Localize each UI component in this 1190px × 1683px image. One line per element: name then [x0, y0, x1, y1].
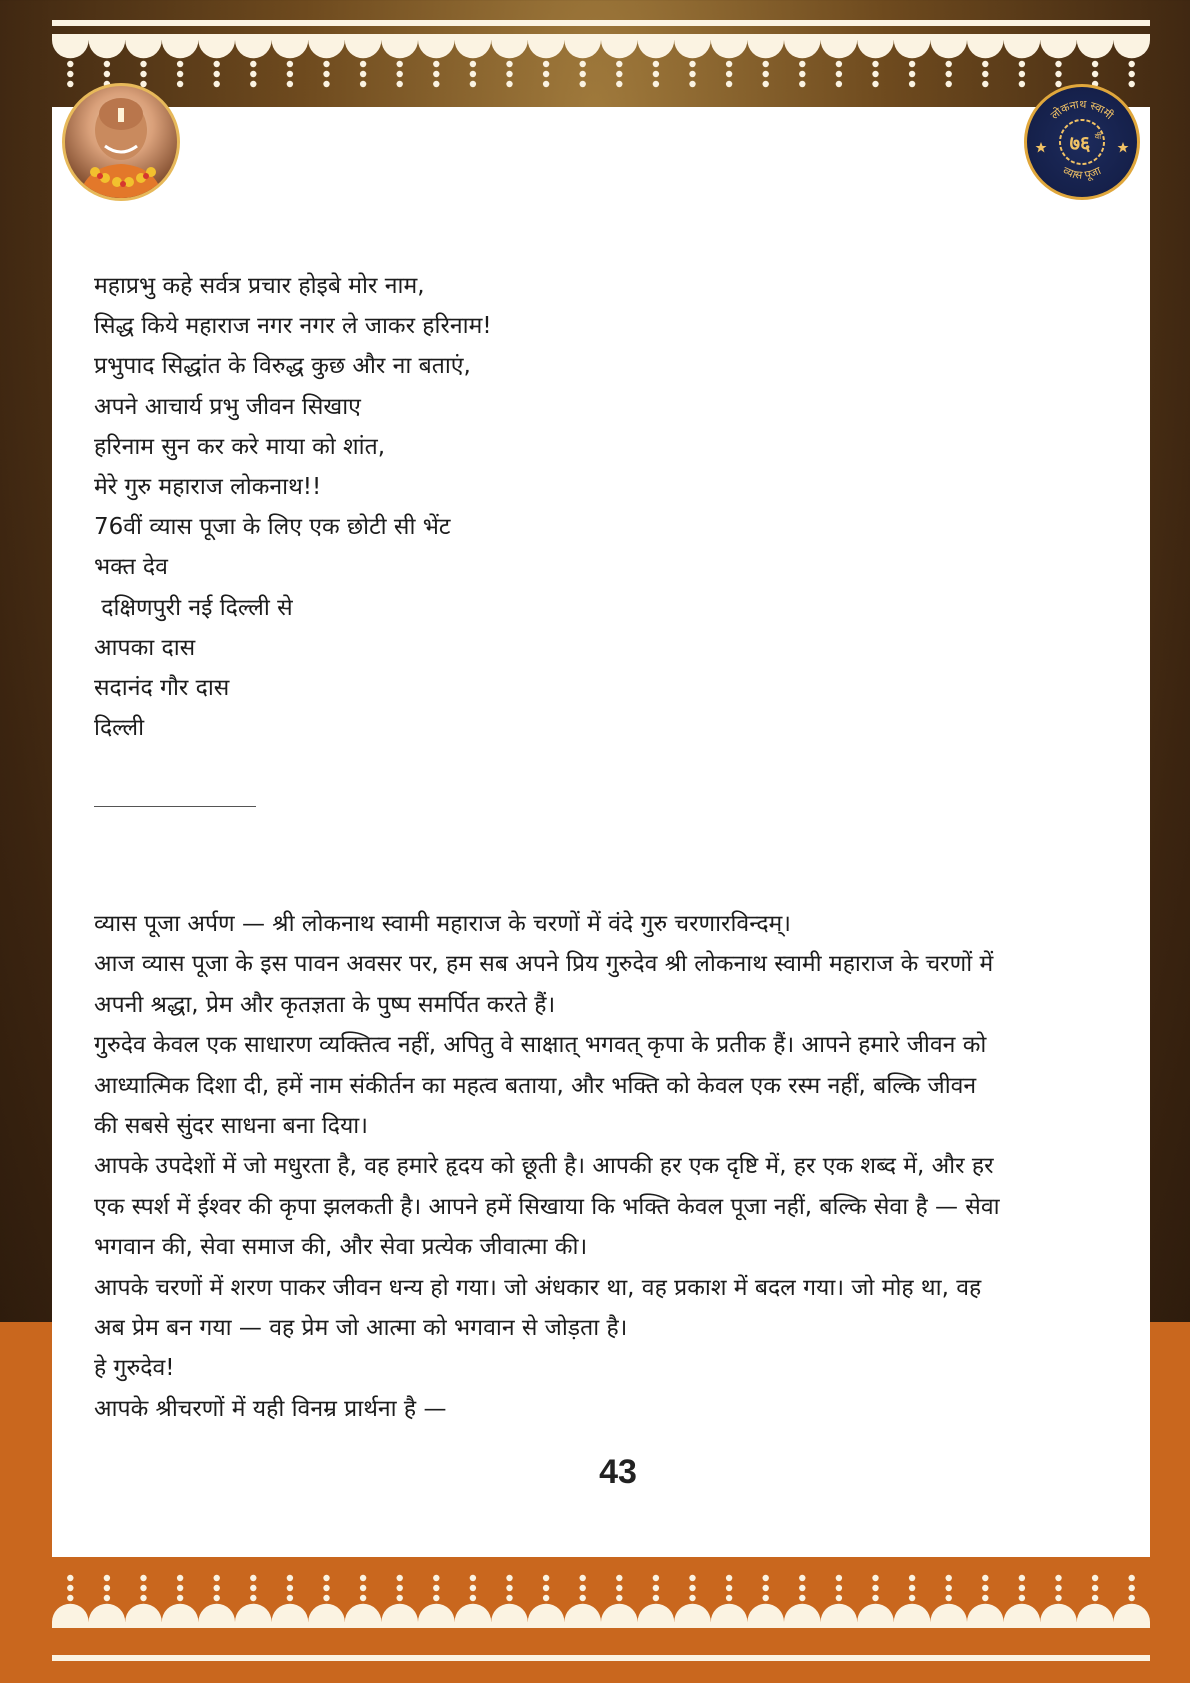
- prose-line: हे गुरुदेव!: [94, 1355, 175, 1382]
- guru-portrait: [62, 83, 180, 201]
- top-border-rule: [52, 20, 1150, 26]
- signature-line: दिल्ली: [94, 715, 145, 742]
- poem-line: सिद्ध किये महाराज नगर नगर ले जाकर हरिनाम!: [94, 313, 492, 340]
- section-divider: [94, 806, 256, 807]
- prose-line: आपके चरणों में शरण पाकर जीवन धन्य हो गया। जो अंधकार था, वह प्रकाश में बदल गया। जो मोह था, वह: [94, 1274, 982, 1301]
- seal-suffix: वीं: [1094, 132, 1102, 141]
- prose-line: आपके श्रीचरणों में यही विनम्र प्रार्थना है —: [94, 1395, 447, 1422]
- prose-line: व्यास पूजा अर्पण — श्री लोकनाथ स्वामी महाराज के चरणों में वंदे गुरु चरणारविन्दम्।: [94, 911, 791, 937]
- signature-line: सदानंद गौर दास: [94, 674, 230, 701]
- bottom-scallop-border: [52, 1568, 1150, 1628]
- seal-number: ७६: [1069, 131, 1091, 155]
- signature-line: आपका दास: [94, 634, 196, 661]
- prose-line: भगवान की, सेवा समाज की, और सेवा प्रत्येक जीवात्मा की।: [94, 1234, 588, 1261]
- signature-line: दक्षिणपुरी नई दिल्ली से: [94, 594, 293, 621]
- poem-line: प्रभुपाद सिद्धांत के विरुद्ध कुछ और ना बताएं,: [94, 353, 471, 380]
- page-number: 43: [599, 1453, 637, 1491]
- offering-prose: [94, 904, 1094, 1429]
- vyasa-puja-seal: [1024, 84, 1140, 200]
- prose-line: एक स्पर्श में ईश्वर की कृपा झलकती है। आपने हमें सिखाया कि भक्ति केवल पूजा नहीं, बल्कि सेवा है — सेवा: [94, 1193, 1000, 1220]
- signature-line: भक्त देव: [94, 554, 168, 581]
- poem-line: मेरे गुरु महाराज लोकनाथ!!: [94, 473, 322, 500]
- poem-line: हरिनाम सुन कर करे माया को शांत,: [94, 433, 386, 460]
- poem-line: महाप्रभु कहे सर्वत्र प्रचार होइबे मोर नाम,: [94, 273, 425, 299]
- prose-line: अपनी श्रद्धा, प्रेम और कृतज्ञता के पुष्प समर्पित करते हैं।: [94, 991, 556, 1018]
- prose-line: आध्यात्मिक दिशा दी, हमें नाम संकीर्तन का महत्व बताया, और भक्ति को केवल एक रस्म नहीं, बल्कि जीवन: [94, 1072, 977, 1099]
- seal-top-text: लोकनाथ स्वामी: [1048, 97, 1116, 122]
- poem-block: [94, 266, 1094, 748]
- prose-line: गुरुदेव केवल एक साधारण व्यक्तित्व नहीं, अपितु वे साक्षात् भगवत् कृपा के प्रतीक हैं। आपने हमारे जीवन को: [94, 1032, 987, 1059]
- poem-line: 76वीं व्यास पूजा के लिए एक छोटी सी भेंट: [94, 514, 451, 541]
- prose-line: की सबसे सुंदर साधना बना दिया।: [94, 1112, 368, 1139]
- prose-line: आपके उपदेशों में जो मधुरता है, वह हमारे हृदय को छूती है। आपकी हर एक दृष्टि में, हर एक शब्द में, और हर: [94, 1153, 994, 1180]
- bottom-border-rule: [52, 1655, 1150, 1661]
- poem-line: अपने आचार्य प्रभु जीवन सिखाए: [94, 393, 361, 420]
- seal-bottom-text: व्यास पूजा: [1061, 164, 1103, 182]
- prose-line: अब प्रेम बन गया — वह प्रेम जो आत्मा को भगवान से जोड़ता है।: [94, 1314, 628, 1341]
- top-scallop-border: [52, 34, 1150, 94]
- prose-line: आज व्यास पूजा के इस पावन अवसर पर, हम सब अपने प्रिय गुरुदेव श्री लोकनाथ स्वामी महाराज के चरणों में: [94, 951, 994, 978]
